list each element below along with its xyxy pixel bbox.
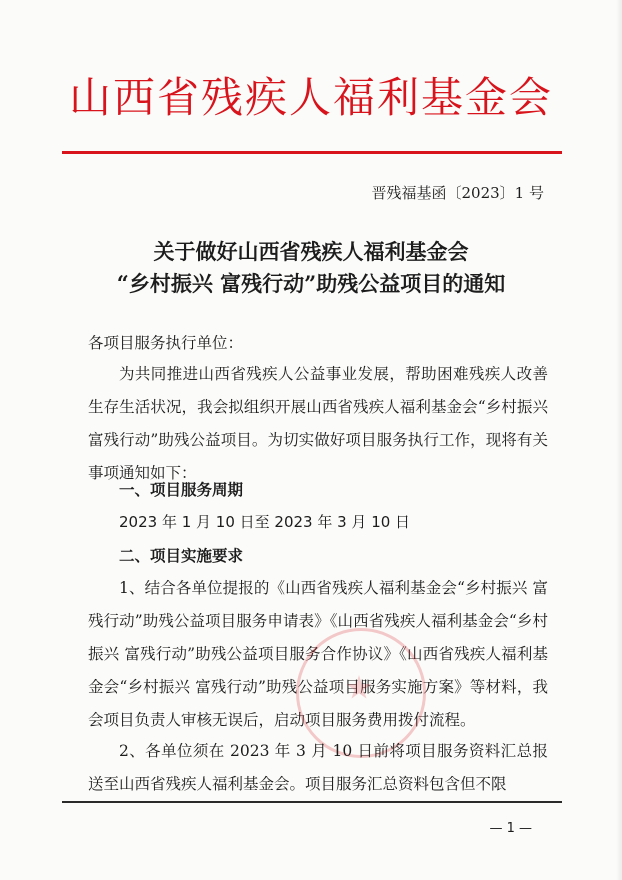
paragraph-intro: 为共同推进山西省残疾人公益事业发展，帮助困难残疾人改善生存生活状况，我会拟组织开展山西省残疾人福利基金会“乡村振兴 富残行动”助残公益项目。为切实做好项目服务执行工作，现将有关事项通知如下： (88, 365, 548, 482)
salutation: 各项目服务执行单位： (88, 334, 244, 352)
organization-title: 山西省残疾人福利基金会 (68, 73, 553, 122)
page-edge-shadow (616, 0, 622, 880)
section-heading-requirements: 二、项目实施要求 (119, 546, 244, 565)
footer-rule (62, 801, 562, 803)
notice-title-line-1: 关于做好山西省残疾人福利基金会 (153, 239, 469, 264)
paragraph-requirement-1: 1、结合各单位提报的《山西省残疾人福利基金会“乡村振兴 富残行动”助残公益项目服务申请表》《山西省残疾人福利基金会“乡村振兴 富残行动”助残公益项目服务合作协议》《山西省残疾人福利基金会“乡村振兴 富残行动”助残公益项目服务实施方案》等材料，我会项目负责人审核无误后，启动项目服务费用拨付流程。 (88, 579, 548, 729)
paragraph-requirement-2: 2、各单位须在 2023 年 3 月 10 日前将项目服务资料汇总报送至山西省残疾人福利基金会。项目服务汇总资料包含但不限 (88, 742, 548, 793)
notice-title-line-2: “乡村振兴 富残行动”助残公益项目的通知 (116, 271, 506, 296)
red-header-rule (62, 151, 562, 154)
section-heading-period: 一、项目服务周期 (119, 480, 244, 499)
document-number: 晋残福基函〔2023〕1 号 (371, 184, 544, 202)
page-number: — 1 — (489, 821, 532, 836)
service-period-text: 2023 年 1 月 10 日至 2023 年 3 月 10 日 (119, 513, 411, 531)
